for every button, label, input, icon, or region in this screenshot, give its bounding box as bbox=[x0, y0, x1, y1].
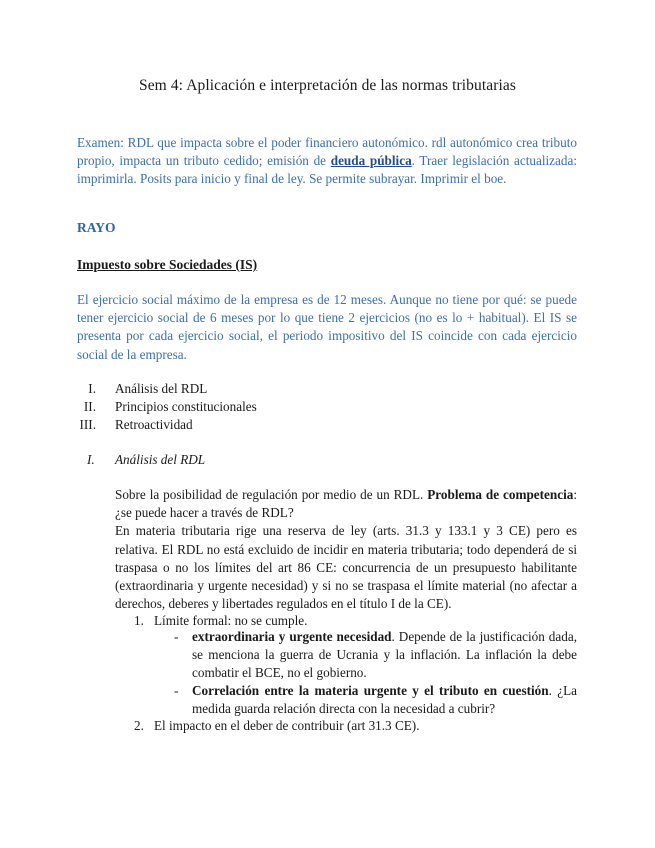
section-number: I. bbox=[87, 452, 95, 467]
exam-note bbox=[77, 134, 577, 189]
outline-item bbox=[77, 380, 257, 398]
outline-number: III. bbox=[79, 417, 96, 432]
problema-competencia: Problema de competencia bbox=[427, 487, 574, 502]
sublist-rest: . ¿La medida guarda relación directa con la necesidad a cubrir? bbox=[192, 683, 577, 717]
exam-text-before: Examen: RDL que impacta sobre el poder financiero autonómico. rdl autonómico crea tributo propio, impacta un tributo cedido; emisión de bbox=[77, 135, 577, 169]
body-paragraph-1 bbox=[115, 486, 577, 522]
section-heading bbox=[87, 452, 205, 468]
list-number: 1. bbox=[134, 613, 144, 628]
section-title: Análisis del RDL bbox=[115, 452, 206, 467]
deuda-publica-link[interactable]: deuda pública bbox=[330, 153, 412, 169]
outline-label: Principios constitucionales bbox=[115, 399, 257, 414]
rayo-heading: RAYO bbox=[77, 220, 116, 235]
sublist-item bbox=[174, 682, 577, 718]
section-body bbox=[115, 486, 577, 613]
sublist-rest: . Depende de la justificación dada, se menciona la guerra de Ucrania y la inflación. La inflación la debe combatir el BCE, no el gobierno. bbox=[192, 629, 577, 681]
outline-label: Retroactividad bbox=[115, 417, 193, 432]
dash-marker: - bbox=[174, 629, 179, 644]
list-text: Límite formal: no se cumple. bbox=[154, 613, 308, 628]
body-text: : ¿se puede hacer a través de RDL? bbox=[115, 487, 577, 521]
outline-list bbox=[77, 380, 257, 434]
outline-item bbox=[77, 398, 257, 416]
sublist-bold: Correlación entre la materia urgente y el tributo en cuestión bbox=[192, 683, 549, 698]
outline-number: I. bbox=[88, 381, 96, 396]
list-text: El impacto en el deber de contribuir (art 31.3 CE). bbox=[154, 718, 420, 733]
ejercicio-paragraph: El ejercicio social máximo de la empresa es de 12 meses. Aunque no tiene por qué: se puede tener ejercicio social de 6 meses por lo que tiene 2 ejercicios (no es lo + habitual). El IS se presenta por cada ejercicio social, el periodo impositivo del IS coincide con cada ejercicio social de la empresa. bbox=[77, 292, 577, 362]
outline-item bbox=[77, 416, 257, 434]
sublist-text bbox=[192, 628, 577, 683]
page-title: Sem 4: Aplicación e interpretación de las normas tributarias bbox=[138, 77, 517, 94]
sublist-bold: extraordinaria y urgente necesidad bbox=[192, 629, 392, 644]
is-heading: Impuesto sobre Sociedades (IS) bbox=[77, 257, 258, 272]
sublist-text bbox=[192, 682, 577, 718]
body-paragraph-2: En materia tributaria rige una reserva de ley (arts. 31.3 y 133.1 y 3 CE) pero es relativa. El RDL no está excluido de incidir en materia tributaria; todo dependerá de si traspasa o no los límites del art 86 CE: concurrencia de un presupuesto habilitante (extraordinaria y urgente necesidad) y si no se traspasa el límite material (no afectar a derechos, deberes y libertades regulados en el título I de la CE). bbox=[115, 523, 577, 612]
outline-number: II. bbox=[83, 399, 96, 414]
sublist-item bbox=[174, 628, 577, 683]
dash-marker: - bbox=[174, 683, 179, 698]
list-number: 2. bbox=[134, 718, 144, 733]
exam-text-after: . Traer legislación actualizada: imprimirla. Posits para inicio y final de ley. Se permite subrayar. Imprimir el boe. bbox=[77, 153, 577, 187]
body-text: Sobre la posibilidad de regulación por medio de un RDL. bbox=[115, 487, 428, 502]
list-item bbox=[134, 718, 420, 734]
outline-label: Análisis del RDL bbox=[115, 381, 208, 396]
